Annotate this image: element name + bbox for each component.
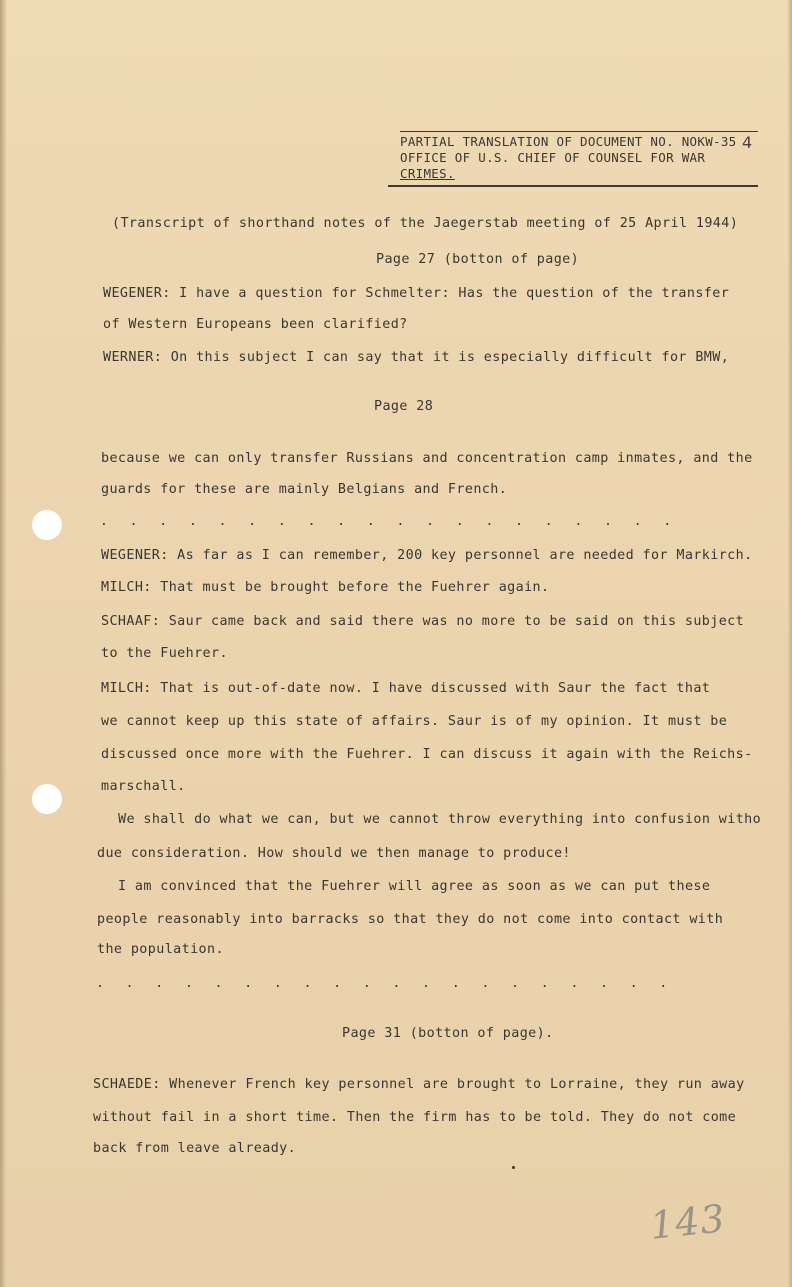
text-line: discussed once more with the Fuehrer. I can discuss it again with the Reichs-	[101, 747, 753, 762]
text-line: without fail in a short time. Then the firm has to be told. They do not come	[93, 1110, 737, 1125]
text-line: guards for these are mainly Belgians and French.	[101, 482, 508, 497]
page-right-edge	[788, 0, 792, 1287]
page-number-stamp: 143	[647, 1196, 728, 1248]
header-line-2: OFFICE OF U.S. CHIEF OF COUNSEL FOR WAR	[400, 150, 706, 165]
text-line: We shall do what we can, but we cannot throw everything into confusion witho	[118, 812, 762, 827]
text-line: marschall.	[101, 779, 186, 794]
text-line: WEGENER: As far as I can remember, 200 key personnel are needed for Markirch.	[101, 548, 753, 563]
text-line: people reasonably into barracks so that they do not come into contact with	[97, 912, 724, 927]
document-header	[400, 131, 758, 182]
text-line: WEGENER: I have a question for Schmelter: Has the question of the transfer	[103, 286, 730, 301]
text-line: SCHAEDE: Whenever French key personnel are brought to Lorraine, they run away	[93, 1077, 745, 1092]
text-line: WERNER: On this subject I can say that it is especially difficult for BMW,	[103, 350, 730, 365]
text-line: to the Fuehrer.	[101, 646, 228, 661]
handwritten-doc-suffix: 4	[742, 133, 753, 152]
header-underline	[388, 185, 758, 187]
text-line: because we can only transfer Russians and concentration camp inmates, and the	[101, 451, 753, 466]
punch-hole-top	[32, 510, 62, 540]
page-28-label: Page 28	[374, 399, 434, 414]
text-line: SCHAAF: Saur came back and said there was no more to be said on this subject	[101, 614, 745, 629]
page-31-label: Page 31 (botton of page).	[342, 1026, 554, 1041]
page-27-label: Page 27 (botton of page)	[376, 252, 580, 267]
ink-dot	[512, 1166, 515, 1169]
ellipsis-separator: . . . . . . . . . . . . . . . . . . . .	[96, 976, 675, 991]
text-line: due consideration. How should we then manage to produce!	[97, 846, 571, 861]
page-left-edge	[0, 0, 6, 1287]
header-line-3: CRIMES.	[400, 166, 455, 181]
intro-line: (Transcript of shorthand notes of the Jaegerstab meeting of 25 April 1944)	[112, 216, 739, 231]
header-line-1: PARTIAL TRANSLATION OF DOCUMENT NO. NOKW-35	[400, 134, 737, 149]
text-line: MILCH: That is out-of-date now. I have discussed with Saur the fact that	[101, 681, 711, 696]
text-line: the population.	[97, 942, 224, 957]
text-line: MILCH: That must be brought before the Fuehrer again.	[101, 580, 550, 595]
text-line: we cannot keep up this state of affairs. Saur is of my opinion. It must be	[101, 714, 728, 729]
text-line: back from leave already.	[93, 1141, 297, 1156]
text-line: of Western Europeans been clarified?	[103, 317, 408, 332]
punch-hole-bottom	[32, 784, 62, 814]
ellipsis-separator: . . . . . . . . . . . . . . . . . . . .	[100, 514, 679, 529]
text-line: I am convinced that the Fuehrer will agree as soon as we can put these	[118, 879, 711, 894]
